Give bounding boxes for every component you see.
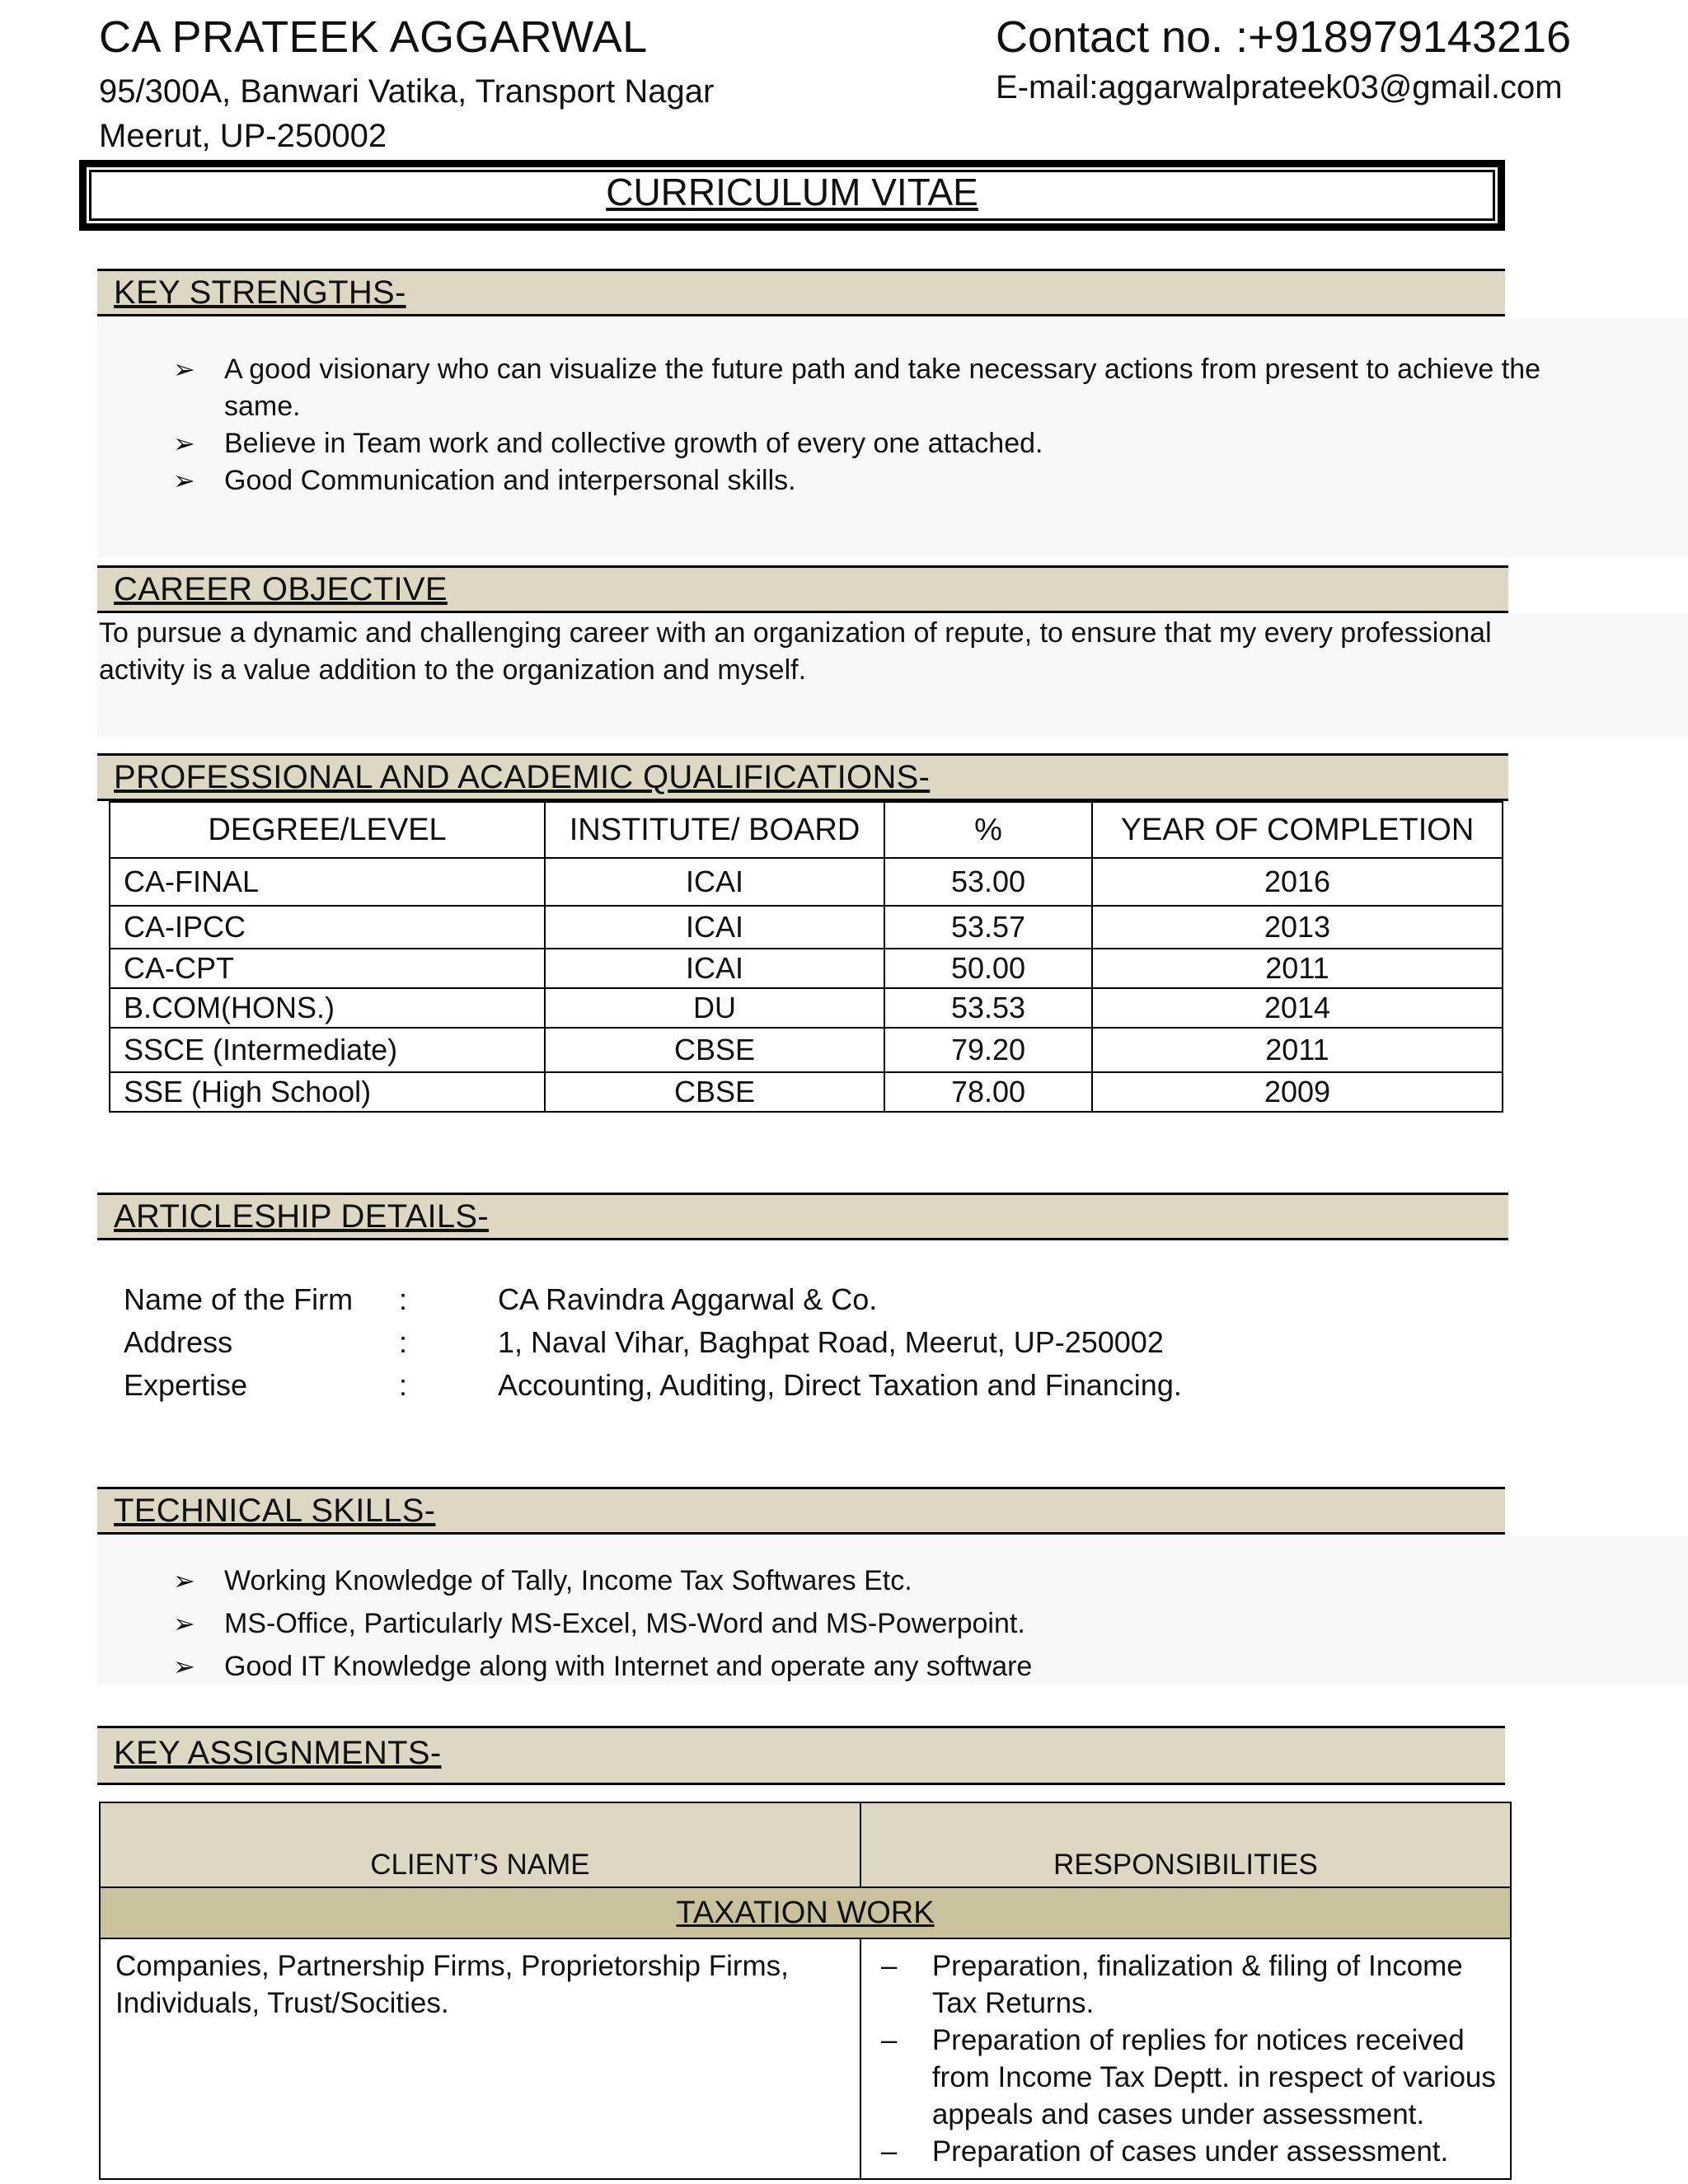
arrow-bullet-icon: ➢ [173, 1609, 195, 1638]
arrow-bullet-icon: ➢ [173, 1652, 195, 1681]
column-header: INSTITUTE/ BOARD [545, 802, 884, 858]
arrow-bullet-icon: ➢ [173, 354, 195, 384]
section-header-key-assignments [97, 1726, 1505, 1785]
dash-bullet-icon: – [880, 2135, 898, 2168]
contact-number: Contact no. :+918979143216 [996, 12, 1572, 62]
address-line-1: 95/300A, Banwari Vatika, Transport Nagar [99, 73, 715, 110]
key-strengths-list [173, 351, 1541, 499]
column-header: DEGREE/LEVEL [110, 802, 545, 858]
column-header: % [884, 802, 1092, 858]
separator: : [399, 1325, 408, 1359]
section-title: CAREER OBJECTIVE [114, 571, 448, 607]
table-header-row [110, 802, 1503, 858]
articleship-label-address: Address [124, 1325, 233, 1359]
column-header: CLIENT’S NAME [100, 1802, 860, 1887]
qualifications-table [109, 801, 1503, 1113]
articleship-value-expertise: Accounting, Auditing, Direct Taxation and Financing. [498, 1368, 1182, 1402]
table-header-row [100, 1802, 1511, 1887]
section-title: KEY STRENGTHS- [114, 274, 406, 311]
client-cell: Companies, Partnership Firms, Proprietorship Firms, Individuals, Trust/Socities. [100, 1938, 860, 2179]
subheading-taxation-work: TAXATION WORK [100, 1887, 1511, 1938]
section-header-key-strengths [97, 269, 1505, 316]
technical-skills-list [173, 1559, 1032, 1688]
table-row: CA-CPT ICAI 50.00 2011 [110, 949, 1503, 988]
section-title: TECHNICAL SKILLS- [114, 1493, 436, 1529]
section-header-qualifications [97, 753, 1508, 801]
dash-bullet-icon: – [880, 2024, 898, 2056]
list-item: – Preparation, finalization & filing of Income Tax Returns. [870, 1947, 1502, 2022]
address-line-2: Meerut, UP-250002 [99, 118, 387, 154]
section-title: ARTICLESHIP DETAILS- [114, 1198, 490, 1235]
section-header-technical-skills [97, 1487, 1505, 1535]
section-title: KEY ASSIGNMENTS- [114, 1735, 442, 1771]
table-row: SSE (High School) CBSE 78.00 2009 [110, 1072, 1503, 1112]
arrow-bullet-icon: ➢ [173, 1566, 195, 1596]
responsibilities-cell [860, 1938, 1511, 2179]
list-item: ➢ Good Communication and interpersonal skills. [173, 462, 1541, 499]
list-item: ➢ Good IT Knowledge along with Internet and operate any software [173, 1645, 1032, 1688]
separator: : [399, 1282, 408, 1316]
column-header: YEAR OF COMPLETION [1092, 802, 1503, 858]
list-item: ➢ A good visionary who can visualize the future path and take necessary actions from present to achieve the same. [173, 351, 1541, 425]
arrow-bullet-icon: ➢ [173, 429, 195, 458]
table-row: CA-IPCC ICAI 53.57 2013 [110, 906, 1503, 949]
key-assignments-table [99, 1802, 1512, 2180]
separator: : [399, 1368, 408, 1402]
table-row: CA-FINAL ICAI 53.00 2016 [110, 858, 1503, 906]
articleship-label-expertise: Expertise [124, 1368, 248, 1402]
list-item: – Preparation of cases under assessment. [870, 2133, 1502, 2170]
section-header-career-objective [97, 565, 1508, 613]
career-objective-line-1: To pursue a dynamic and challenging career with an organization of repute, to ensure that my every professional [99, 617, 1492, 649]
candidate-name: CA PRATEEK AGGARWAL [99, 12, 648, 62]
dash-bullet-icon: – [880, 1950, 898, 1982]
list-item: ➢ Working Knowledge of Tally, Income Tax Softwares Etc. [173, 1559, 1032, 1602]
articleship-label-firm: Name of the Firm [124, 1282, 354, 1316]
articleship-value-firm: CA Ravindra Aggarwal & Co. [498, 1282, 878, 1316]
email-address: E-mail:aggarwalprateek03@gmail.com [996, 69, 1563, 105]
section-title: PROFESSIONAL AND ACADEMIC QUALIFICATIONS- [114, 759, 931, 795]
column-header: RESPONSIBILITIES [860, 1802, 1511, 1887]
document-title: CURRICULUM VITAE [606, 171, 978, 213]
table-row: SSCE (Intermediate) CBSE 79.20 2011 [110, 1028, 1503, 1072]
list-item: – Preparation of replies for notices received from Income Tax Deptt. in respect of various appeals and cases under assessment. [870, 2022, 1502, 2133]
list-item: ➢ Believe in Team work and collective growth of every one attached. [173, 425, 1541, 462]
table-subheader-row [100, 1887, 1511, 1938]
arrow-bullet-icon: ➢ [173, 466, 195, 495]
list-item: ➢ MS-Office, Particularly MS-Excel, MS-Word and MS-Powerpoint. [173, 1602, 1032, 1645]
articleship-value-address: 1, Naval Vihar, Baghpat Road, Meerut, UP-250002 [498, 1325, 1164, 1359]
table-row: B.COM(HONS.) DU 53.53 2014 [110, 988, 1503, 1028]
career-objective-line-2: activity is a value addition to the organization and myself. [99, 654, 807, 686]
section-header-articleship [97, 1193, 1508, 1240]
table-row [100, 1938, 1511, 2179]
